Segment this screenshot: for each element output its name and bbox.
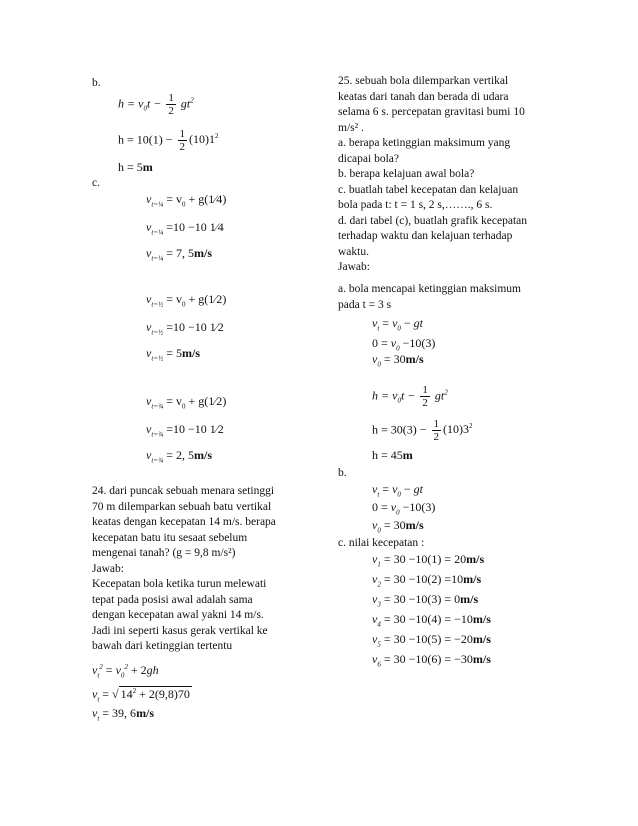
q25-line: Jawab: <box>338 261 370 273</box>
equation-c2-result: $v_{t=\frac{1}{2}} = 5m/s$ <box>146 346 201 363</box>
equation-c1-result: $v_{t=\frac{1}{4}} = 7$, 5m/s <box>146 246 213 263</box>
q25-line: c. buatlah tabel kecepatan dan kelajuan <box>338 183 519 196</box>
equation-c3-substitution: $v_{t=\frac{3}{4}} =10 -10$ 1⁄2 <box>146 422 224 439</box>
equation-height-formula: $h = v_0t$ − $\frac{1}{2}$ $gt^2$ <box>118 92 194 117</box>
answer-a-line: a. bola mencapai ketinggian maksimum <box>338 283 521 295</box>
q24-line: Jawab: <box>92 562 124 575</box>
q24-line: Kecepatan bola ketika turun melewati <box>92 578 267 590</box>
q24-line: kecepatan batu itu sesaat sebelum <box>92 531 248 544</box>
q24-line: bawah dari ketinggian tertentu <box>92 640 233 652</box>
q24-equation-1: $v_t^2 = v_0^2 + 2gh$ <box>92 663 159 680</box>
equation-height-substitution: h = 10(1) − $\frac{1}{2}$ $(10)1^2$ <box>118 128 219 153</box>
h-equation-1: $h = v_0t$ − $\frac{1}{2}$ $gt^2$ <box>372 384 448 409</box>
answer-a-line: pada t = 3 s <box>338 298 392 311</box>
a-equation-2: $0 = v_0 -10(3)$ <box>372 336 436 353</box>
q25-line: bola pada t: t = 1 s, 2 s,……., 6 s. <box>338 199 493 211</box>
b-equation-3: $v_0 = 30m/s$ <box>372 518 424 535</box>
q25-line: 25. sebuah bola dilemparkan vertikal <box>338 75 509 87</box>
equation-c3-result: $v_{t=\frac{3}{4}} = 2$, 5m/s <box>146 448 213 465</box>
equation-height-result: h = 5m <box>118 160 153 174</box>
question-24-text <box>92 484 276 655</box>
velocity-row: $v_6 = 30 -10(6) = -30m/s$ <box>372 652 491 669</box>
q25-line: m/s² . <box>338 121 364 134</box>
q25-line: waktu. <box>338 245 369 258</box>
answer-b-label: b. <box>338 467 347 479</box>
q25-line: keatas dari tanah dan berada di udara <box>338 90 509 103</box>
velocity-row: $v_2 = 30 -10(2) =10m/s$ <box>372 572 482 589</box>
a-equation-1: $v_t = v_0$ − gt <box>372 316 424 333</box>
q24-line: keatas dengan kecepatan 14 m/s. berapa <box>92 516 276 528</box>
q24-line: 70 m dilemparkan sebuah batu vertikal <box>92 500 272 513</box>
q24-equation-2: $v_t$ = √ $14^2 + 2(9,8)70$ <box>92 687 190 704</box>
q24-line: mengenai tanah? (g = 9,8 m/s²) <box>92 547 236 559</box>
h-equation-2: h = 30(3) − $\frac{1}{2}$ $(10)3^2$ <box>372 418 473 443</box>
velocity-row: $v_5 = 30 -10(5) = -20m/s$ <box>372 632 491 649</box>
q25-line: terhadap waktu dan kelajuan terhadap <box>338 230 513 242</box>
q25-line: d. dari tabel (c), buatlah grafik kecepatan <box>338 214 528 227</box>
q25-line: b. berapa kelajuan awal bola? <box>338 168 475 180</box>
equation-c1-substitution: $v_{t=\frac{1}{4}} =10 -10$ 1⁄4 <box>146 220 224 237</box>
part-b-label: b. <box>92 77 101 89</box>
equation-c2-formula: $v_{t=\frac{1}{2}} = v_0$ + g(1⁄2) <box>146 292 227 309</box>
q24-line: 24. dari puncak sebuah menara setinggi <box>92 485 275 497</box>
b-equation-2: $0 = v_0 -10(3)$ <box>372 500 436 517</box>
velocity-row: $v_1 = 30 -10(1) = 20m/s$ <box>372 552 485 569</box>
answer-a-text <box>338 282 521 313</box>
equation-c1-formula: $v_{t=\frac{1}{4}} = v_0$ + g(1⁄4) <box>146 192 227 209</box>
q24-equation-3: $v_t = 39$, 6m/s <box>92 706 155 723</box>
equation-c3-formula: $v_{t=\frac{3}{4}} = v_0$ + g(1⁄2) <box>146 394 227 411</box>
velocity-row: $v_4 = 30 -10(4) = -10m/s$ <box>372 612 491 629</box>
equation-c2-substitution: $v_{t=\frac{1}{2}} =10 -10$ 1⁄2 <box>146 320 224 337</box>
q25-line: dicapai bola? <box>338 152 399 165</box>
h-equation-3: h = 45m <box>372 448 413 462</box>
q25-line: a. berapa ketinggian maksimum yang <box>338 137 511 149</box>
velocity-row: $v_3 = 30 -10(3) = 0m/s$ <box>372 592 479 609</box>
q24-line: dengan kecepatan awal yakni 14 m/s. <box>92 609 264 621</box>
part-c-label: c. <box>92 177 100 189</box>
q24-line: Jadi ini seperti kasus gerak vertikal ke <box>92 624 268 637</box>
answer-c-label: c. nilai kecepatan : <box>338 537 425 549</box>
a-equation-3: $v_0 = 30m/s$ <box>372 352 424 369</box>
b-equation-1: $v_t = v_0$ − gt <box>372 482 424 499</box>
question-25-text <box>338 74 527 276</box>
q25-line: selama 6 s. percepatan gravitasi bumi 10 <box>338 106 525 118</box>
q24-line: tepat pada posisi awal adalah sama <box>92 593 253 606</box>
